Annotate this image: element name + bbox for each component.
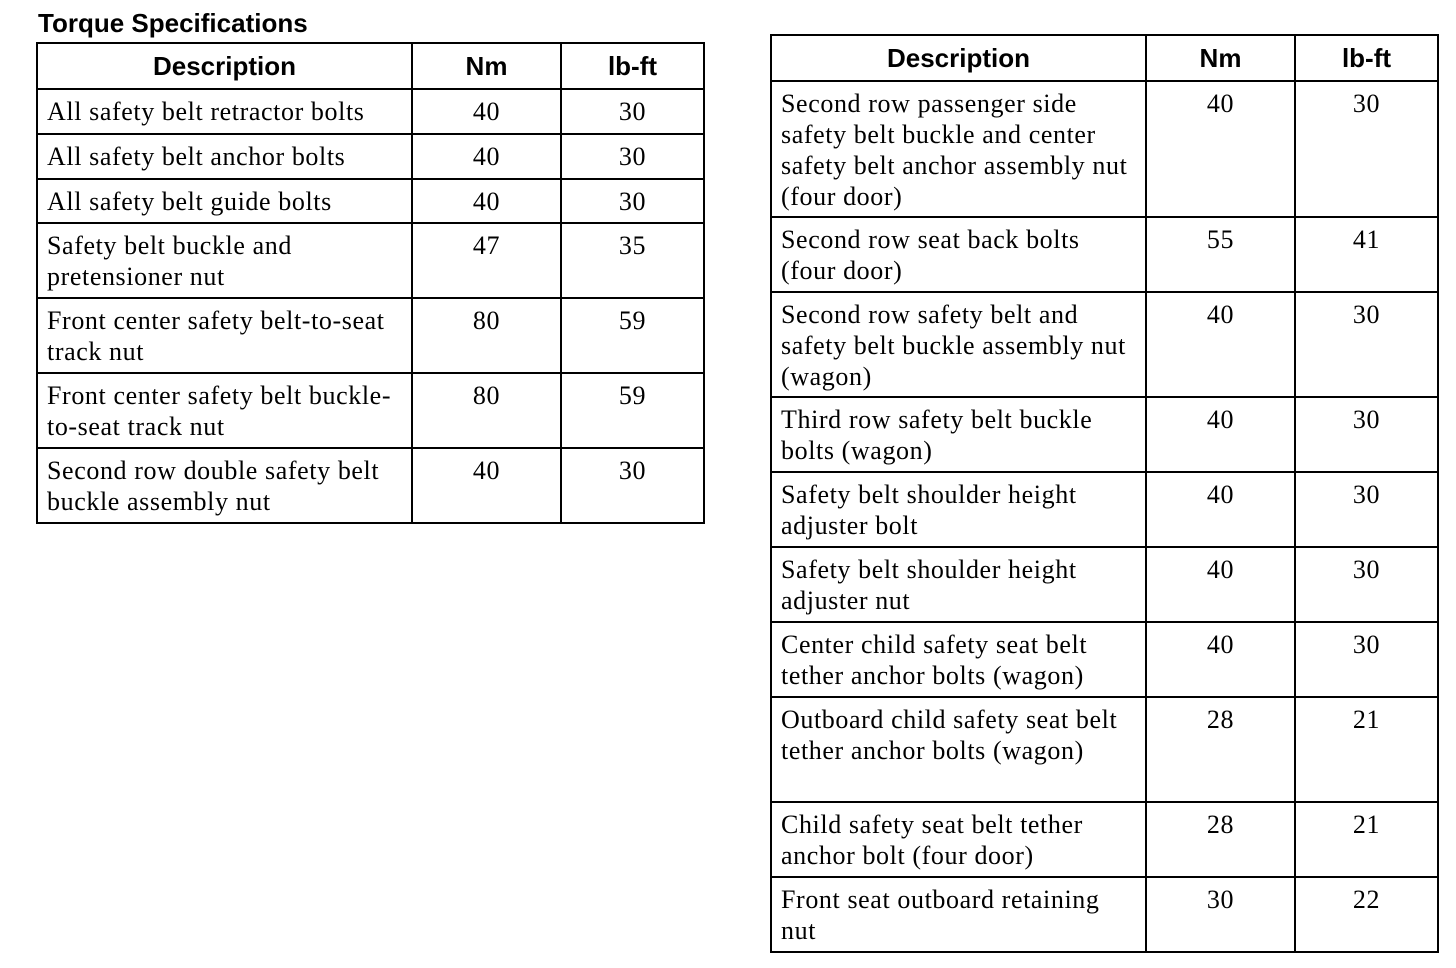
description-cell: Center child safety seat belt tether anchor bolts (wagon) <box>771 622 1146 697</box>
table-row <box>37 89 704 134</box>
column-header-lbft: lb-ft <box>1295 35 1438 81</box>
table-row <box>37 223 704 298</box>
column-header-lbft: lb-ft <box>561 43 704 89</box>
table-row <box>771 802 1438 877</box>
table-row <box>771 697 1438 802</box>
torque-table-right <box>770 34 1439 953</box>
table-header-row <box>37 43 704 89</box>
lbft-cell: 59 <box>561 298 704 373</box>
description-cell: Front center safety belt buckle-to-seat track nut <box>37 373 412 448</box>
nm-cell: 80 <box>412 298 561 373</box>
lbft-cell: 41 <box>1295 217 1438 292</box>
lbft-cell: 30 <box>1295 547 1438 622</box>
description-cell: All safety belt guide bolts <box>37 179 412 223</box>
description-cell: All safety belt retractor bolts <box>37 89 412 134</box>
nm-cell: 28 <box>1146 802 1295 877</box>
lbft-cell: 30 <box>561 179 704 223</box>
torque-table-left <box>36 42 705 524</box>
description-cell: Front center safety belt-to-seat track nut <box>37 298 412 373</box>
table-row <box>37 298 704 373</box>
lbft-cell: 30 <box>561 134 704 179</box>
nm-cell: 55 <box>1146 217 1295 292</box>
column-header-nm: Nm <box>1146 35 1295 81</box>
lbft-cell: 30 <box>561 89 704 134</box>
description-cell: Safety belt shoulder height adjuster bolt <box>771 472 1146 547</box>
table-header-row <box>771 35 1438 81</box>
table-row <box>37 179 704 223</box>
nm-cell: 40 <box>1146 547 1295 622</box>
nm-cell: 30 <box>1146 877 1295 952</box>
table-row <box>771 472 1438 547</box>
nm-cell: 80 <box>412 373 561 448</box>
nm-cell: 40 <box>1146 81 1295 217</box>
nm-cell: 40 <box>1146 622 1295 697</box>
description-cell: Second row safety belt and safety belt buckle assembly nut (wagon) <box>771 292 1146 397</box>
table-row <box>37 448 704 523</box>
nm-cell: 28 <box>1146 697 1295 802</box>
lbft-cell: 35 <box>561 223 704 298</box>
table-row <box>771 217 1438 292</box>
table-row <box>771 877 1438 952</box>
description-cell: Front seat outboard retaining nut <box>771 877 1146 952</box>
table-row <box>771 292 1438 397</box>
table-row <box>771 81 1438 217</box>
page-title: Torque Specifications <box>38 8 308 38</box>
table-row <box>771 397 1438 472</box>
lbft-cell: 21 <box>1295 697 1438 802</box>
nm-cell: 40 <box>412 179 561 223</box>
nm-cell: 40 <box>1146 292 1295 397</box>
lbft-cell: 30 <box>1295 81 1438 217</box>
column-header-description: Description <box>37 43 412 89</box>
description-cell: Child safety seat belt tether anchor bolt (four door) <box>771 802 1146 877</box>
lbft-cell: 30 <box>1295 472 1438 547</box>
description-cell: Second row seat back bolts (four door) <box>771 217 1146 292</box>
table-row <box>37 373 704 448</box>
lbft-cell: 21 <box>1295 802 1438 877</box>
lbft-cell: 22 <box>1295 877 1438 952</box>
description-cell: All safety belt anchor bolts <box>37 134 412 179</box>
lbft-cell: 59 <box>561 373 704 448</box>
nm-cell: 40 <box>412 448 561 523</box>
description-cell: Second row double safety belt buckle assembly nut <box>37 448 412 523</box>
description-cell: Outboard child safety seat belt tether anchor bolts (wagon) <box>771 697 1146 802</box>
lbft-cell: 30 <box>561 448 704 523</box>
description-cell: Third row safety belt buckle bolts (wagon) <box>771 397 1146 472</box>
table-row <box>37 134 704 179</box>
lbft-cell: 30 <box>1295 397 1438 472</box>
nm-cell: 40 <box>412 134 561 179</box>
description-cell: Second row passenger side safety belt buckle and center safety belt anchor assembly nut (four door) <box>771 81 1146 217</box>
description-cell: Safety belt buckle and pretensioner nut <box>37 223 412 298</box>
nm-cell: 47 <box>412 223 561 298</box>
column-header-description: Description <box>771 35 1146 81</box>
description-cell: Safety belt shoulder height adjuster nut <box>771 547 1146 622</box>
nm-cell: 40 <box>412 89 561 134</box>
lbft-cell: 30 <box>1295 622 1438 697</box>
nm-cell: 40 <box>1146 472 1295 547</box>
column-header-nm: Nm <box>412 43 561 89</box>
lbft-cell: 30 <box>1295 292 1438 397</box>
table-row <box>771 622 1438 697</box>
nm-cell: 40 <box>1146 397 1295 472</box>
table-row <box>771 547 1438 622</box>
